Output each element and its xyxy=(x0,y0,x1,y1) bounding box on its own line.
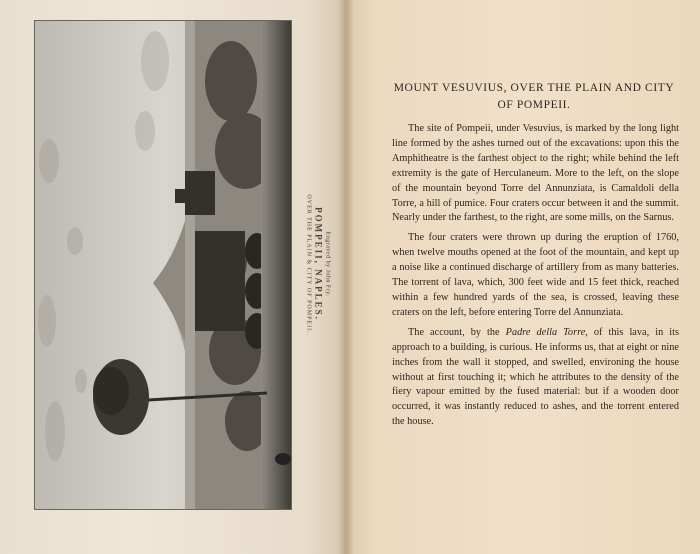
paragraph-1: The site of Pompeii, under Vesuvius, is marked by the long light line formed by the ashes turned out of the excavations: upon this the Amphitheatre is the farthest object to the right; while behind the left extremity is the gate of Herculaneum. More to the left, on the slope of the mountain beyond Torre del Annunziata, is Camaldoli della Torre, a hill of pumice. Four craters occur between it and the summit. Nearly under the farthest, to the right, are some mills, on the Sarnus. xyxy=(392,123,679,224)
book-gutter xyxy=(338,0,354,554)
title-line-1: MOUNT VESUVIUS, OVER THE PLAIN AND CITY xyxy=(393,82,675,94)
left-page xyxy=(0,0,346,554)
paragraph-3-italic: Padre della Torre xyxy=(505,326,586,338)
paragraph-3-end: , of this lava, in its approach to a building, is curious. He informs us, that at eight or nine inches from the wall it stopped, and swelled, environing the house without at first touching it; which he attributes to the density of the fiery vapour emitted by the fused material: but if a wooden door occurred, it was instantly reduced to ashes, and the torrent entered the house. xyxy=(392,326,680,428)
paragraph-3-start: The account, by the xyxy=(408,326,506,338)
paragraph-2: The four craters were thrown up during the eruption of 1760, when twelve mouths opened at the foot of the mountain, and kept up a noise like a continued discharge of artillery from as many batteries. The torrent of lava, which, 300 feet wide and 15 feet thick, reached within a few hundred yards of the sea, is crossed, leaving these craters on the left, before entering Torre del Annunziata. xyxy=(392,232,679,318)
plate-engraver-credit: Engraved by John Fry. xyxy=(324,231,331,297)
engraving-plate xyxy=(34,20,292,510)
plate-title: POMPEII, NAPLES. xyxy=(313,207,324,321)
title-line-2: OF POMPEII. xyxy=(497,99,571,111)
plate-caption xyxy=(300,20,336,508)
body-text xyxy=(392,122,679,435)
page-title xyxy=(388,80,680,114)
engraving-illustration xyxy=(35,21,291,509)
plate-subtitle: OVER THE PLAIN & CITY OF POMPEII. xyxy=(305,194,312,334)
paragraph-3 xyxy=(392,326,679,430)
